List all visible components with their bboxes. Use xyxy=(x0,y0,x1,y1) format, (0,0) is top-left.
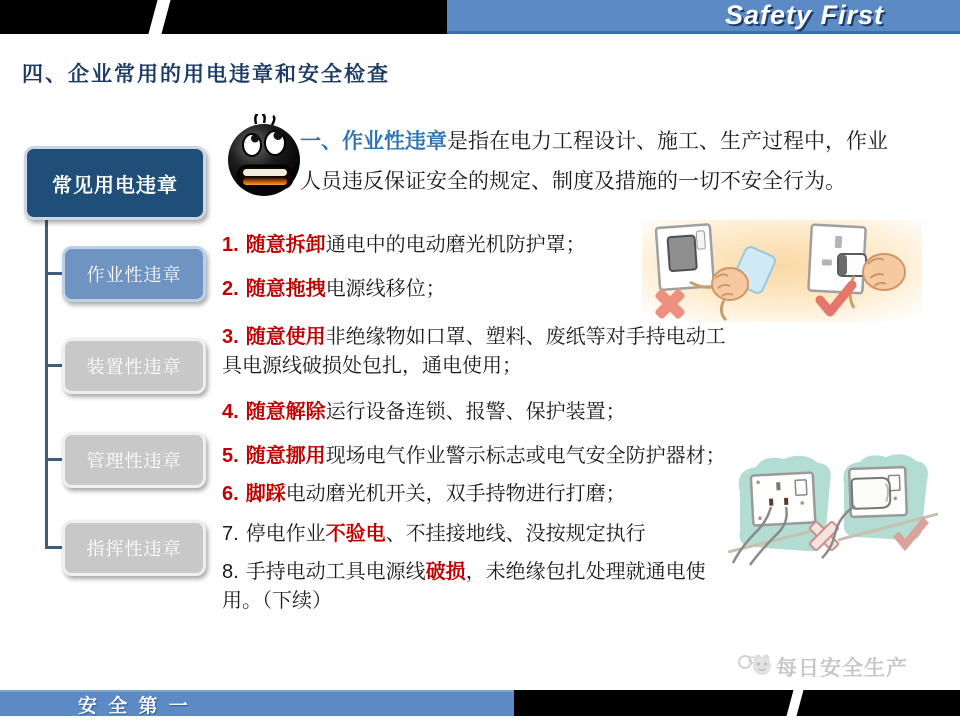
violation-item-5: 5. 随意挪用现场电气作业警示标志或电气安全防护器材； xyxy=(222,445,726,467)
violation-item-8: 8. 手持电动工具电源线破损，未绝缘包扎处理就通电使用。（下续） xyxy=(222,561,706,612)
footer-bar xyxy=(0,690,960,716)
footer-slash-divider xyxy=(787,690,804,716)
chart-child-box-command: 指挥性违章 xyxy=(62,520,206,576)
socket-wiring-illustration xyxy=(728,450,938,585)
violation-item-3: 3. 随意使用非绝缘物如口罩、塑料、废纸等对手持电动工具电源线破损处包扎，通电使用； xyxy=(222,326,726,377)
header-blue-segment xyxy=(447,0,960,34)
header-bar xyxy=(0,0,960,34)
shocked-emoji-icon xyxy=(226,114,302,200)
watermark-logo-icon xyxy=(736,652,772,682)
footer-blue-segment xyxy=(0,690,514,716)
violation-item-1: 1. 随意拆卸通电中的电动磨光机防护罩； xyxy=(222,234,586,256)
violation-item-6: 6. 脚踩电动磨光机开关，双手持物进行打磨； xyxy=(222,483,626,505)
connector-line-vertical xyxy=(45,220,48,548)
violation-item-2: 2. 随意拖拽电源线移位； xyxy=(222,278,446,300)
chart-child-box-management: 管理性违章 xyxy=(62,432,206,488)
violation-item-4: 4. 随意解除运行设备连锁、报警、保护装置； xyxy=(222,401,626,423)
footer-black-segment xyxy=(514,690,960,716)
chart-root-box: 常见用电违章 xyxy=(24,146,206,220)
header-black-segment xyxy=(0,0,447,34)
chart-child-box-operational: 作业性违章 xyxy=(62,246,206,302)
intro-body: 是指在电力工程设计、施工、生产过程中，作业人员违反保证安全的规定、制度及措施的一切不安全行为。 xyxy=(300,130,888,193)
intro-paragraph xyxy=(300,122,892,202)
footer-slogan: 安 全 第 一 xyxy=(78,695,191,717)
violation-item-7: 7. 停电作业不验电、不挂接地线、没按规定执行 xyxy=(222,523,646,545)
intro-lead: 一、作业性违章 xyxy=(300,130,447,153)
plug-handling-illustration xyxy=(642,220,922,322)
page-title: 四、企业常用的用电违章和安全检查 xyxy=(22,63,390,86)
watermark-text: 每日安全生产 xyxy=(776,657,908,680)
header-brand: Safety First xyxy=(724,0,884,30)
chart-child-box-device: 装置性违章 xyxy=(62,338,206,394)
watermark xyxy=(736,652,908,682)
